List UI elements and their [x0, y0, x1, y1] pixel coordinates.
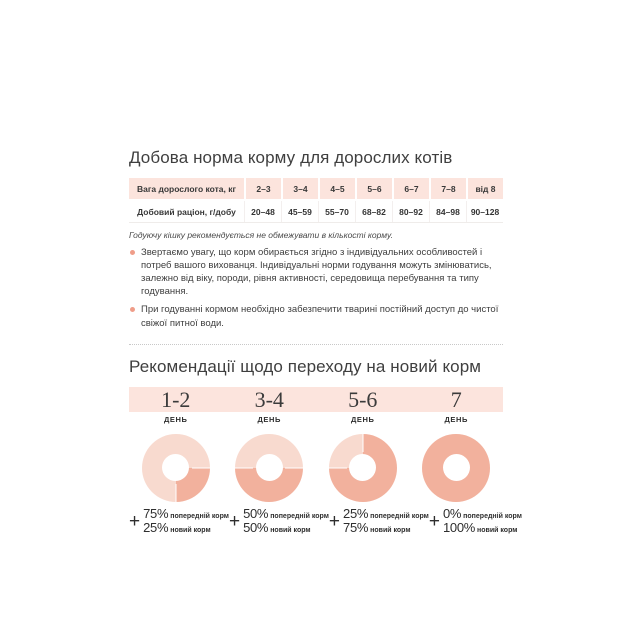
new-food-pct: 50% [243, 519, 269, 535]
donut-chart-day-7 [422, 434, 490, 502]
day-range: 5-6 [348, 386, 378, 412]
old-food-pct: 25% [343, 505, 369, 521]
mix-ratio [428, 505, 522, 536]
table-ration-label: Добовий раціон, г/добу [129, 201, 244, 222]
day-range: 1-2 [161, 386, 191, 412]
donut-chart-day-1-2 [142, 434, 210, 502]
list-item [129, 303, 503, 329]
day-range: 3-4 [254, 386, 284, 412]
bullet-text: Звертаємо увагу, що корм обирається згідно з індивідуальних особливостей і потреб вашого вихованця. Індивідуальні норми годування можуть змінюватись, залежно від віку, породи, рівня активності, середовища перебування та типу годування. [141, 247, 492, 298]
new-food-pct: 25% [143, 519, 169, 535]
table-header-cell: 7–8 [429, 178, 466, 199]
old-food-pct: 75% [143, 505, 169, 521]
plus-icon: + [328, 511, 341, 533]
mix-ratio [129, 505, 229, 536]
day-range: 7 [450, 386, 462, 412]
table-cell: 90–128 [466, 201, 503, 222]
advisory-bullets [129, 246, 503, 330]
bullet-text: При годуванні кормом необхідно забезпечити тварині постійний доступ до чистої свіжої питної води. [141, 304, 499, 329]
old-food-label: попередній корм [370, 512, 429, 520]
mix-ratio [228, 505, 329, 536]
table-cell: 84–98 [429, 201, 466, 222]
table-header-cell: від 8 [466, 178, 503, 199]
table-cell: 45–59 [281, 201, 318, 222]
table-header-cell: 3–4 [281, 178, 318, 199]
nursing-cat-note: Годуючу кішку рекомендується не обмежувати в кількості корму. [129, 230, 394, 240]
donut-hole [443, 454, 470, 481]
plus-icon: + [428, 511, 440, 533]
donut-hole [256, 454, 283, 481]
old-food-label: попередній корм [170, 512, 229, 520]
old-food-label: попередній корм [270, 512, 329, 520]
table-cell: 68–82 [355, 201, 392, 222]
table-header-cell: 5–6 [355, 178, 392, 199]
new-food-pct: 100% [442, 519, 476, 535]
donut-hole [349, 454, 376, 481]
day-word: ДЕНЬ [444, 414, 469, 424]
table-header-cell: 6–7 [392, 178, 429, 199]
table-header-weight-label: Вага дорослого кота, кг [129, 178, 244, 199]
day-word-row [129, 415, 503, 424]
table-cell: 20–48 [244, 201, 281, 222]
old-food-pct: 0% [442, 505, 462, 521]
new-food-pct: 75% [343, 519, 369, 535]
table-cell: 55–70 [318, 201, 355, 222]
mix-ratio-row [129, 505, 522, 536]
new-food-label: новий корм [477, 526, 518, 534]
bullet-dot-icon [130, 250, 135, 255]
table-header-cell: 2–3 [244, 178, 281, 199]
day-word: ДЕНЬ [163, 414, 188, 424]
old-food-label: попередній корм [463, 512, 522, 520]
donut-chart-row [129, 434, 503, 502]
table-row-weight [129, 178, 503, 199]
feeding-section-title: Добова норма корму для дорослих котів [129, 148, 453, 167]
day-number-band [129, 387, 503, 412]
dotted-divider [129, 344, 503, 345]
donut-chart-day-5-6 [329, 434, 397, 502]
day-word: ДЕНЬ [350, 414, 375, 424]
plus-icon: + [129, 511, 141, 533]
plus-icon: + [228, 511, 241, 533]
new-food-label: новий корм [170, 526, 211, 534]
feeding-table [129, 178, 503, 223]
donut-hole [162, 454, 189, 481]
new-food-label: новий корм [270, 526, 311, 534]
old-food-pct: 50% [243, 505, 269, 521]
day-word: ДЕНЬ [257, 414, 282, 424]
table-header-cell: 4–5 [318, 178, 355, 199]
list-item [129, 246, 503, 298]
table-row-ration [129, 201, 503, 222]
mix-ratio [328, 505, 429, 536]
new-food-label: новий корм [370, 526, 411, 534]
bullet-dot-icon [130, 307, 135, 312]
infographic-panel [129, 148, 522, 536]
donut-chart-day-3-4 [235, 434, 303, 502]
transition-section-title: Рекомендації щодо переходу на новий корм [129, 356, 482, 376]
table-cell: 80–92 [392, 201, 429, 222]
